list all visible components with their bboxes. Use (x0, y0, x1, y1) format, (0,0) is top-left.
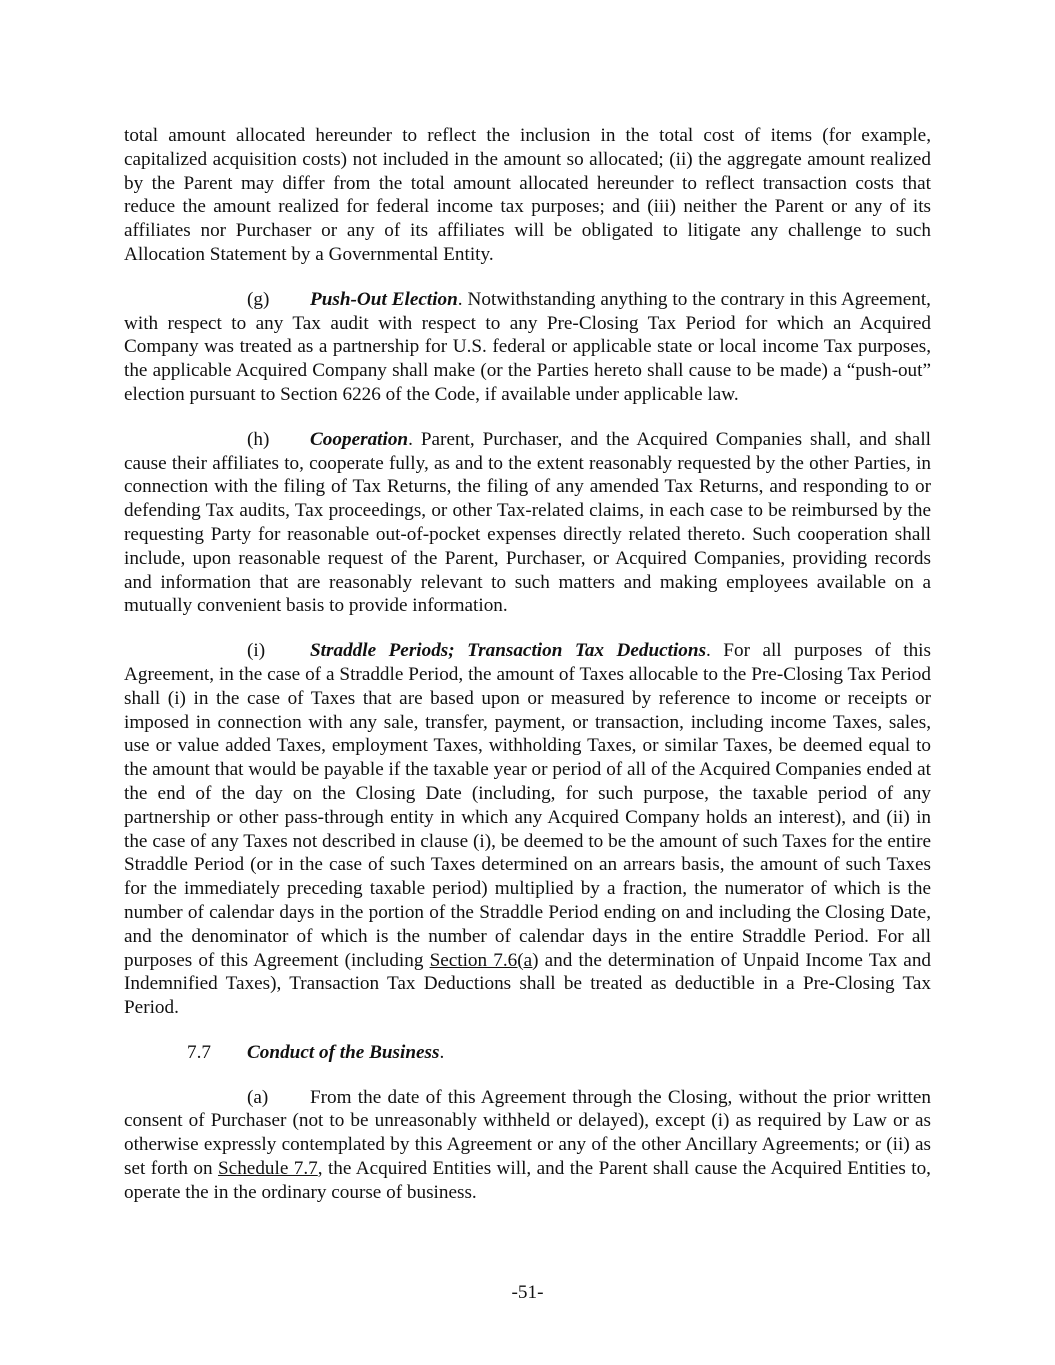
paragraph-h (124, 428, 931, 618)
schedule-7-7-link[interactable]: Schedule 7.7 (218, 1158, 318, 1180)
section-7-7-heading (124, 1041, 931, 1065)
title-cooperation: Cooperation (310, 428, 409, 450)
text-i-part1: . For all purposes of this Agreement, in the case of a Straddle Period, the amount of Taxes allocable to the Pre-Closing Tax Period shall (i) in the case of Taxes that are based upon or measured by reference to income or receipts or imposed in connection with any sale, transfer, payment, or transaction, including income Taxes, sales, use or value added Taxes, employment Taxes, withholding Taxes, or similar Taxes, be deemed equal to the amount that would be payable if the taxable year or period of all of the Acquired Companies ended at the end of the day on the Closing Date (including, for such purpose, the taxable period of any partnership or other pass-through entity in which any Acquired Company holds an interest), and (ii) in the case of any Taxes not described in clause (i), be deemed to be the amount of such Taxes for the entire Straddle Period (or in the case of such Taxes determined on an arrears basis, the amount of such Taxes for the immediately preceding taxable period) multiplied by a fraction, the numerator of which is the number of calendar days in the portion of the Straddle Period ending on and including the Closing Date, and the denominator of which is the number of calendar days in the entire Straddle Period. For all purposes of this Agreement (including (124, 640, 931, 971)
paragraph-a (124, 1086, 931, 1205)
text-h: . Parent, Purchaser, and the Acquired Companies shall, and shall cause their affiliates to, cooperate fully, as and to the extent reasonably requested by the other Parties, in connection with the filing of Tax Returns, the filing of any amended Tax Returns, and responding to or defending Tax audits, Tax proceedings, or other Tax-related claims, in each case to be reimbursed by the requesting Party for reasonable out-of-pocket expenses directly related thereto. Such cooperation shall include, upon reasonable request of the Parent, Purchaser, or Acquired Companies, providing records and information that are reasonably relevant to such matters and making employees available on a mutually convenient basis to provide information. (124, 428, 931, 617)
title-push-out-election: Push-Out Election (310, 288, 458, 310)
text-a-part2: , the Acquired Entities will, and the Parent shall cause the Acquired Entities to, operate the in the ordinary course of business. (124, 1158, 931, 1203)
text-a-part1: From the date of this Agreement through the Closing, without the prior written consent of Purchaser (not to be unreasonably withheld or delayed), except (i) as required by Law or as otherwise expressly contemplated by this Agreement or any of the other Ancillary Agreements; or (ii) as set forth on (124, 1086, 931, 1180)
section-number: 7.7 (187, 1041, 211, 1063)
label-a: (a) (247, 1086, 269, 1108)
section-7-6a-link[interactable]: Section 7.6(a) (429, 949, 539, 971)
title-straddle-periods: Straddle Periods; Transaction Tax Deductions (310, 640, 707, 662)
page-number: -51- (511, 1282, 544, 1303)
paragraph-g (124, 288, 931, 407)
paragraph-i (124, 639, 931, 1020)
section-title-end: . (439, 1041, 445, 1063)
label-g: (g) (247, 288, 270, 310)
text-g: . Notwithstanding anything to the contrary in this Agreement, with respect to any Tax audit with respect to any Pre-Closing Tax Period for which an Acquired Company was treated as a partnership for U.S. federal or applicable state or local income Tax purposes, the applicable Acquired Company shall make (or the Parties hereto shall cause to be made) a “push-out” election pursuant to Section 6226 of the Code, if available under applicable law. (124, 288, 931, 405)
intro-paragraph: total amount allocated hereunder to reflect the inclusion in the total cost of items (for example, capitalized acquisition costs) not included in the amount so allocated; (ii) the aggregate amount realized by the Parent may differ from the total amount allocated hereunder to reflect transaction costs that reduce the amount realized for federal income tax purposes; and (iii) neither the Parent or any of its affiliates nor Purchaser or any of its affiliates will be obligated to litigate any challenge to such Allocation Statement by a Governmental Entity. (124, 125, 931, 265)
label-h: (h) (247, 428, 270, 450)
document-page (124, 124, 931, 1205)
text-i-part2: and the determination of Unpaid Income Tax and Indemnified Taxes), Transaction Tax Deductions shall be treated as deductible in a Pre-Closing Tax Period. (124, 949, 932, 1019)
label-i: (i) (247, 640, 266, 662)
section-title: Conduct of the Business (247, 1041, 440, 1063)
